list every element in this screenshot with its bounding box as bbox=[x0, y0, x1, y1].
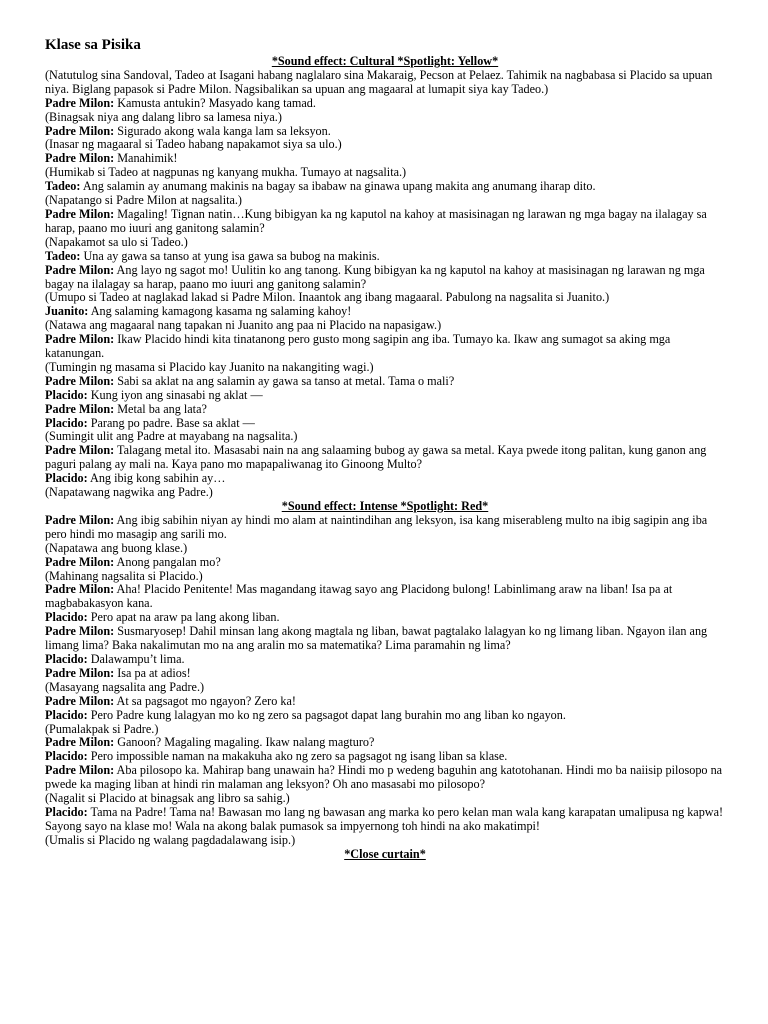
speaker-name: Padre Milon: bbox=[45, 512, 115, 527]
speaker-name: Padre Milon: bbox=[45, 95, 115, 110]
dialogue-text: Dalawampu’t lima. bbox=[90, 651, 185, 666]
speaker-name: Placido: bbox=[45, 610, 88, 625]
dialogue-line bbox=[45, 125, 725, 139]
dialogue-text: Sigurado akong wala kanga lam sa leksyon. bbox=[117, 123, 331, 138]
stage-direction: (Napatawang nagwika ang Padre.) bbox=[45, 485, 213, 500]
dialogue-line bbox=[45, 333, 725, 361]
script-page bbox=[45, 36, 725, 862]
dialogue-text: Tama na Padre! Tama na! Bawasan mo lang ng bawasan ang marka ko pero kelan man wala kang karapatan umalipusa ng kapwa! Sayong sayo na klase mo! Wala na akong balak pumasok sa impyernong toh hindi na ako makatimpi! bbox=[45, 804, 724, 833]
dialogue-text: Ikaw Placido hindi kita tinatanong pero gusto mong sagipin ang iba. Tumayo ka. Ikaw ang sumagot sa aking mga katanungan. bbox=[45, 332, 671, 361]
dialogue-line bbox=[45, 611, 725, 625]
dialogue-text: Ang salamin ay anumang makinis na bagay sa ibabaw na ginawa upang makita ang anumang iharap dito. bbox=[82, 179, 596, 194]
stage-direction: (Humikab si Tadeo at nagpunas ng kanyang mukha. Tumayo at nagsalita.) bbox=[45, 165, 407, 180]
dialogue-line bbox=[45, 764, 725, 792]
dialogue-line bbox=[45, 417, 725, 431]
dialogue-text: Isa pa at adios! bbox=[117, 665, 191, 680]
stage-direction: (Binagsak niya ang dalang libro sa lamesa niya.) bbox=[45, 109, 282, 124]
dialogue-text: Kamusta antukin? Masyado kang tamad. bbox=[117, 95, 316, 110]
dialogue-line bbox=[45, 403, 725, 417]
dialogue-line bbox=[45, 653, 725, 667]
dialogue-line bbox=[45, 444, 725, 472]
stage-direction: (Inasar ng magaaral si Tadeo habang napakamot siya sa ulo.) bbox=[45, 137, 342, 152]
dialogue-text: Parang po padre. Base sa aklat — bbox=[90, 415, 255, 430]
stage-direction: (Pumalakpak si Padre.) bbox=[45, 721, 159, 736]
speaker-name: Placido: bbox=[45, 749, 88, 764]
dialogue-text: Sabi sa aklat na ang salamin ay gawa sa tanso at metal. Tama o mali? bbox=[117, 373, 455, 388]
dialogue-text: Talagang metal ito. Masasabi nain na ang salaaming bubog ay gawa sa metal. Kaya pwede itong palitan, kung ganon ang paguri palang ay mali na. Kaya pano mo mapapaliwanag ito Ginoong Multo? bbox=[45, 443, 707, 472]
dialogue-text: Metal ba ang lata? bbox=[117, 401, 207, 416]
dialogue-text: Aba pilosopo ka. Mahirap bang unawain ha? Hindi mo p wedeng baguhin ang katotohanan. Hindi mo ba naiisip pilosopo na pwede ka maging liban at hindi rin malaman ang leksyon? Oh ano masasabi mo pilosopo? bbox=[45, 763, 723, 792]
stage-direction: (Napatawa ang buong klase.) bbox=[45, 540, 188, 555]
dialogue-line bbox=[45, 97, 725, 111]
dialogue-line bbox=[45, 695, 725, 709]
dialogue-line bbox=[45, 514, 725, 542]
script-body bbox=[45, 55, 725, 862]
dialogue-text: Una ay gawa sa tanso at yung isa gawa sa bubog na makinis. bbox=[83, 248, 380, 263]
cue-line: *Sound effect: Cultural *Spotlight: Yellow* bbox=[271, 54, 499, 68]
dialogue-line bbox=[45, 556, 725, 570]
dialogue-text: Pero Padre kung lalagyan mo ko ng zero sa pagsagot dapat lang burahin mo ang liban ko ngayon. bbox=[90, 707, 566, 722]
speaker-name: Padre Milon: bbox=[45, 582, 115, 597]
dialogue-line bbox=[45, 389, 725, 403]
dialogue-line bbox=[45, 208, 725, 236]
dialogue-text: Kung iyon ang sinasabi ng aklat — bbox=[90, 387, 263, 402]
speaker-name: Placido: bbox=[45, 471, 88, 486]
speaker-name: Juanito: bbox=[45, 304, 89, 319]
dialogue-text: Ang ibig sabihin niyan ay hindi mo alam at naintindihan ang leksyon, isa kang miserableng multo na ibig sagipin ang iba pero hindi mo masagip ang sarili mo. bbox=[45, 512, 708, 541]
stage-direction: (Napakamot sa ulo si Tadeo.) bbox=[45, 234, 188, 249]
dialogue-line bbox=[45, 152, 725, 166]
speaker-name: Padre Milon: bbox=[45, 693, 115, 708]
speaker-name: Padre Milon: bbox=[45, 665, 115, 680]
speaker-name: Padre Milon: bbox=[45, 443, 115, 458]
dialogue-line bbox=[45, 250, 725, 264]
cue-line: *Close curtain* bbox=[344, 846, 426, 861]
speaker-name: Padre Milon: bbox=[45, 373, 115, 388]
stage-direction: (Umupo si Tadeo at naglakad lakad si Padre Milon. Inaantok ang ibang magaaral. Pabulong na nagsalita si Juanito.) bbox=[45, 290, 610, 305]
dialogue-text: Magaling! Tignan natin…Kung bibigyan ka ng kaputol na kahoy at masisinagan ng larawan ng mga bagay na ilalagay sa harap, paano mo iuuri ang ganitong salamin? bbox=[45, 206, 707, 235]
speaker-name: Padre Milon: bbox=[45, 735, 115, 750]
stage-direction: (Nagalit si Placido at binagsak ang libro sa sahig.) bbox=[45, 791, 290, 806]
dialogue-text: Anong pangalan mo? bbox=[116, 554, 221, 569]
speaker-name: Placido: bbox=[45, 651, 88, 666]
stage-direction: (Natawa ang magaaral nang tapakan ni Juanito ang paa ni Placido na napasigaw.) bbox=[45, 318, 442, 333]
cue-line: *Sound effect: Intense *Spotlight: Red* bbox=[281, 499, 489, 513]
dialogue-line bbox=[45, 180, 725, 194]
dialogue-text: Ang ibig kong sabihin ay… bbox=[90, 471, 226, 486]
dialogue-text: Susmaryosep! Dahil minsan lang akong magtala ng liban, bawat pagtalako lalagyan ko ng limang liban. Ngayon ilan ang limang lima? Baka nakalimutan mo na ang aralin mo sa matematika? Lima paramahin ng lima? bbox=[45, 624, 708, 653]
speaker-name: Tadeo: bbox=[45, 248, 81, 263]
dialogue-text: Ang layo ng sagot mo! Uulitin ko ang tanong. Kung bibigyan ka ng kaputol na kahoy at masisinagan ng larawan ng mga bagay na ilalagay sa harap, paano mo iuuri ang ganitong salamin? bbox=[45, 262, 705, 291]
speaker-name: Padre Milon: bbox=[45, 763, 115, 778]
speaker-name: Padre Milon: bbox=[45, 332, 115, 347]
speaker-name: Padre Milon: bbox=[45, 554, 115, 569]
speaker-name: Padre Milon: bbox=[45, 123, 115, 138]
stage-direction: (Mahinang nagsalita si Placido.) bbox=[45, 568, 203, 583]
dialogue-line bbox=[45, 305, 725, 319]
dialogue-line bbox=[45, 583, 725, 611]
dialogue-text: At sa pagsagot mo ngayon? Zero ka! bbox=[116, 693, 296, 708]
dialogue-text: Ang salaming kamagong kasama ng salaming kahoy! bbox=[90, 304, 352, 319]
speaker-name: Padre Milon: bbox=[45, 206, 115, 221]
speaker-name: Padre Milon: bbox=[45, 151, 115, 166]
dialogue-line bbox=[45, 709, 725, 723]
dialogue-text: Pero apat na araw pa lang akong liban. bbox=[90, 610, 280, 625]
speaker-name: Placido: bbox=[45, 387, 88, 402]
dialogue-line bbox=[45, 472, 725, 486]
dialogue-line bbox=[45, 625, 725, 653]
dialogue-line bbox=[45, 264, 725, 292]
stage-direction: (Umalis si Placido ng walang pagdadalawang isip.) bbox=[45, 832, 296, 847]
dialogue-line bbox=[45, 375, 725, 389]
stage-direction: (Sumingit ulit ang Padre at mayabang na nagsalita.) bbox=[45, 429, 298, 444]
speaker-name: Tadeo: bbox=[45, 179, 81, 194]
dialogue-text: Ganoon? Magaling magaling. Ikaw nalang magturo? bbox=[117, 735, 375, 750]
speaker-name: Padre Milon: bbox=[45, 401, 115, 416]
stage-direction: (Tumingin ng masama si Placido kay Juanito na nakangiting wagi.) bbox=[45, 359, 374, 374]
dialogue-line bbox=[45, 667, 725, 681]
dialogue-line bbox=[45, 806, 725, 834]
speaker-name: Padre Milon: bbox=[45, 624, 115, 639]
speaker-name: Placido: bbox=[45, 415, 88, 430]
stage-direction: (Napatango si Padre Milon at nagsalita.) bbox=[45, 193, 242, 208]
dialogue-line bbox=[45, 750, 725, 764]
speaker-name: Placido: bbox=[45, 804, 88, 819]
speaker-name: Padre Milon: bbox=[45, 262, 115, 277]
dialogue-line bbox=[45, 736, 725, 750]
page-title: Klase sa Pisika bbox=[45, 37, 141, 53]
speaker-name: Placido: bbox=[45, 707, 88, 722]
dialogue-text: Pero impossible naman na makakuha ako ng zero sa pagsagot ng isang liban sa klase. bbox=[90, 749, 508, 764]
dialogue-text: Manahimik! bbox=[117, 151, 178, 166]
dialogue-text: Aha! Placido Penitente! Mas magandang itawag sayo ang Placidong bulong! Labinlimang araw na liban! Isa pa at magbabakasyon kana. bbox=[45, 582, 673, 611]
stage-direction: (Masayang nagsalita ang Padre.) bbox=[45, 679, 205, 694]
stage-direction: (Natutulog sina Sandoval, Tadeo at Isagani habang naglalaro sina Makaraig, Pecson at Pelaez. Tahimik na nagbabasa si Placido sa upuan niya. Biglang papasok si Padre Milon. Nagsibalikan sa upuan ang magaaral at lumapit siya kay Tadeo.) bbox=[45, 67, 713, 96]
